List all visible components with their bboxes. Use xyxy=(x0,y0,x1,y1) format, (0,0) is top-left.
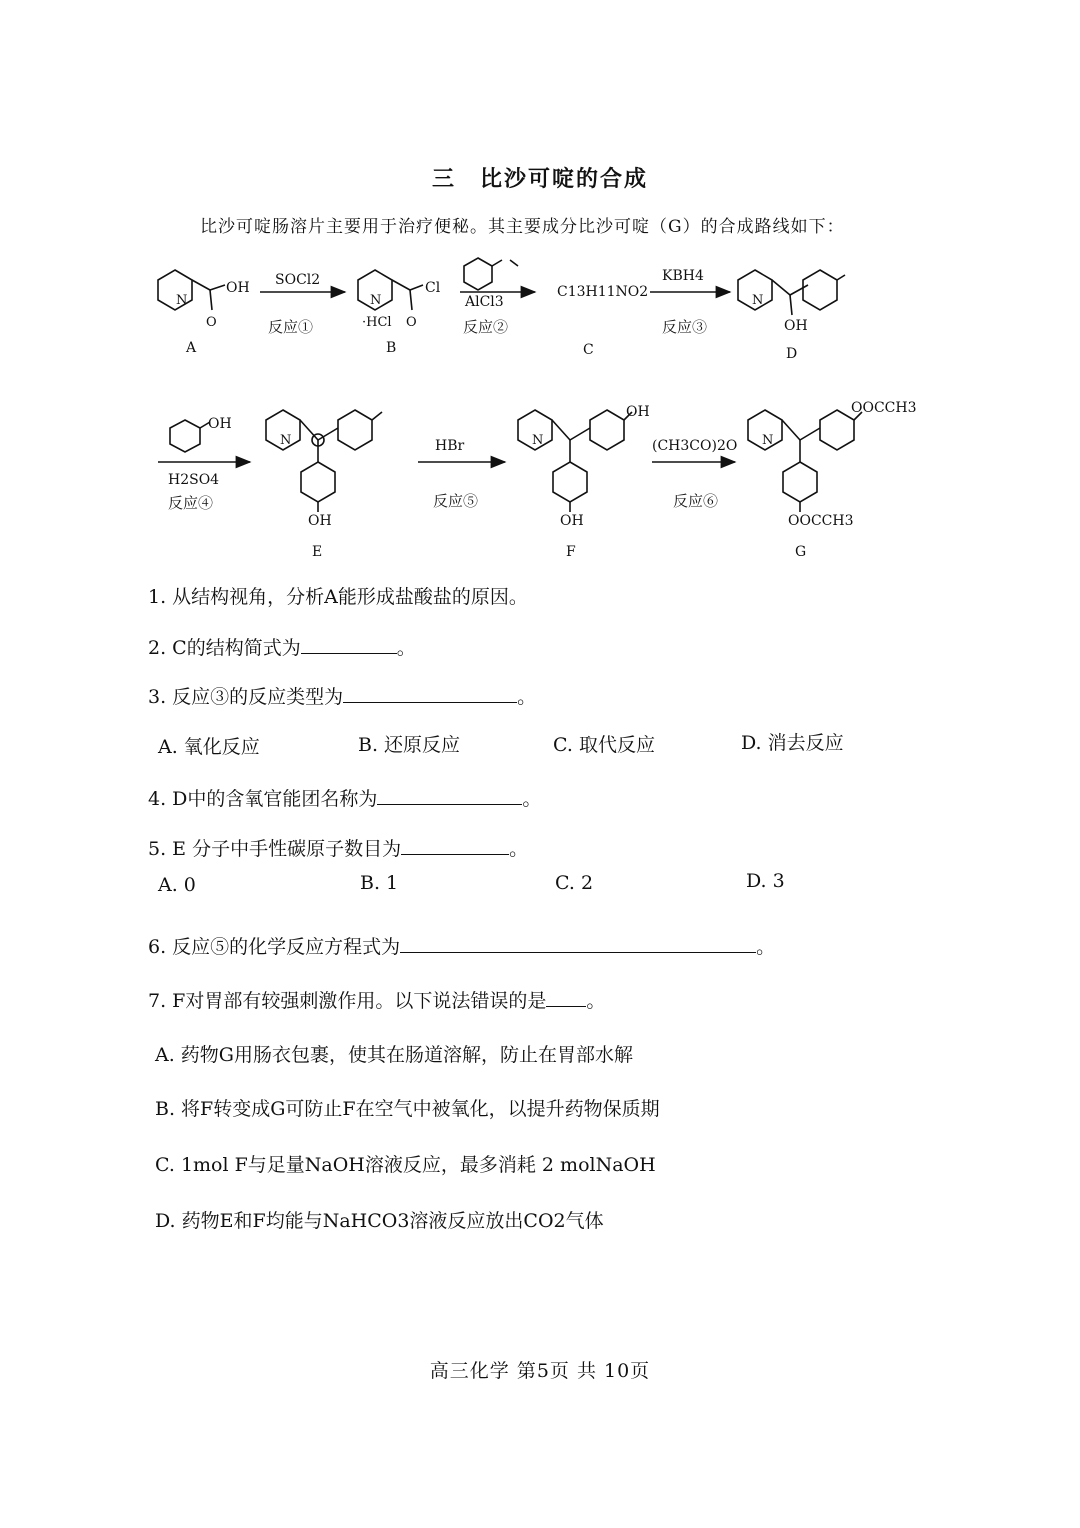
question-2-text: 2. C的结构简式为 xyxy=(148,637,301,659)
question-5 xyxy=(148,834,528,861)
q3-option-c[interactable]: C. 取代反应 xyxy=(553,734,655,756)
question-3 xyxy=(148,682,536,709)
r6-reagent: (CH3CO)2O xyxy=(652,438,738,454)
phenol-oh-label: OH xyxy=(208,416,232,432)
section-title: 三 比沙可啶的合成 xyxy=(431,167,648,192)
phenol-reagent-structure xyxy=(170,420,210,452)
question-2 xyxy=(148,633,416,660)
q3-option-b[interactable]: B. 还原反应 xyxy=(358,734,461,756)
q5-option-b[interactable]: B. 1 xyxy=(360,872,399,894)
r3-reagent: KBH4 xyxy=(662,268,704,284)
answer-blank-5[interactable] xyxy=(401,836,509,855)
question-4-end: 。 xyxy=(522,788,542,810)
compound-e-structure xyxy=(266,410,382,512)
anisole-reagent-structure xyxy=(464,258,518,290)
compound-g-structure xyxy=(748,410,862,512)
b-o-label: O xyxy=(406,315,417,330)
question-6-text: 6. 反应⑤的化学反应方程式为 xyxy=(148,936,401,958)
compound-a-structure xyxy=(158,270,225,310)
question-3-end: 。 xyxy=(517,686,537,708)
r2-label: 反应② xyxy=(463,318,509,336)
d-n-label: N xyxy=(752,293,764,308)
b-cl-label: Cl xyxy=(425,280,441,296)
question-5-end: 。 xyxy=(509,838,529,860)
question-4 xyxy=(148,784,541,811)
f-n-label: N xyxy=(532,433,544,448)
f-oh-bottom-label: OH xyxy=(560,513,584,529)
r4-reagent: H2SO4 xyxy=(168,472,220,488)
compound-f-structure xyxy=(518,410,632,512)
q7-option-d[interactable]: D. 药物E和F均能与NaHCO3溶液反应放出CO2气体 xyxy=(155,1210,604,1232)
b-hcl-label: ·HCl xyxy=(362,315,392,330)
r1-reagent: SOCl2 xyxy=(275,272,321,288)
e-n-label: N xyxy=(280,433,292,448)
r1-label: 反应① xyxy=(268,318,314,336)
label-g: G xyxy=(795,544,807,560)
answer-blank-7[interactable] xyxy=(546,988,586,1007)
label-d: D xyxy=(786,346,798,362)
g-n-label: N xyxy=(762,433,774,448)
synthesis-scheme xyxy=(140,240,940,570)
q7-option-c[interactable]: C. 1mol F与足量NaOH溶液反应，最多消耗 2 molNaOH xyxy=(155,1154,656,1176)
r4-label: 反应④ xyxy=(168,494,214,512)
question-7 xyxy=(148,986,605,1013)
b-n-label: N xyxy=(370,293,382,308)
question-7-end: 。 xyxy=(586,990,606,1012)
q5-option-c[interactable]: C. 2 xyxy=(555,872,594,894)
r5-reagent: HBr xyxy=(435,438,465,454)
answer-blank-4[interactable] xyxy=(377,786,522,805)
q7-option-b[interactable]: B. 将F转变成G可防止F在空气中被氧化，以提升药物保质期 xyxy=(155,1098,660,1120)
question-6-end: 。 xyxy=(756,936,776,958)
a-o-label: O xyxy=(206,315,217,330)
question-4-text: 4. D中的含氧官能团名称为 xyxy=(148,788,378,810)
a-n-label: N xyxy=(176,293,188,308)
r5-label: 反应⑤ xyxy=(433,492,479,510)
r2-catalyst: AlCl3 xyxy=(465,294,504,310)
g-occh3-bottom-label: OOCCH3 xyxy=(788,513,854,529)
q3-option-a[interactable]: A. 氧化反应 xyxy=(158,736,260,758)
page-footer: 高三化学 第5页 共 10页 xyxy=(429,1360,651,1382)
label-a: A xyxy=(186,340,197,356)
label-f: F xyxy=(566,544,576,560)
q3-option-d[interactable]: D. 消去反应 xyxy=(741,732,844,754)
e-oh-label: OH xyxy=(308,513,332,529)
label-b: B xyxy=(386,340,397,356)
q7-option-a[interactable]: A. 药物G用肠衣包裹，使其在肠道溶解，防止在胃部水解 xyxy=(155,1044,633,1066)
question-6 xyxy=(148,932,775,959)
c-formula: C13H11NO2 xyxy=(557,284,649,300)
f-oh-top-label: OH xyxy=(626,404,650,420)
g-occh3-top-label: OOCCH3 xyxy=(851,400,917,416)
a-oh-label: OH xyxy=(226,280,250,296)
question-2-end: 。 xyxy=(396,637,416,659)
compound-b-structure xyxy=(358,270,423,310)
q5-option-d[interactable]: D. 3 xyxy=(746,870,785,892)
label-c: C xyxy=(583,342,594,358)
r3-label: 反应③ xyxy=(662,318,708,336)
answer-blank-6[interactable] xyxy=(400,934,756,953)
q5-option-a[interactable]: A. 0 xyxy=(158,874,196,896)
d-oh-label: OH xyxy=(784,318,808,334)
question-7-text: 7. F对胃部有较强刺激作用。以下说法错误的是 xyxy=(148,990,547,1012)
question-1: 1. 从结构视角，分析A能形成盐酸盐的原因。 xyxy=(148,586,528,608)
question-3-text: 3. 反应③的反应类型为 xyxy=(148,686,344,708)
answer-blank-2[interactable] xyxy=(301,635,397,654)
answer-blank-3[interactable] xyxy=(343,684,517,703)
label-e: E xyxy=(312,544,323,560)
r6-label: 反应⑥ xyxy=(673,492,719,510)
question-5-text: 5. E 分子中手性碳原子数目为 xyxy=(148,838,402,860)
intro-text: 比沙可啶肠溶片主要用于治疗便秘。其主要成分比沙可啶（G）的合成路线如下： xyxy=(200,217,845,237)
